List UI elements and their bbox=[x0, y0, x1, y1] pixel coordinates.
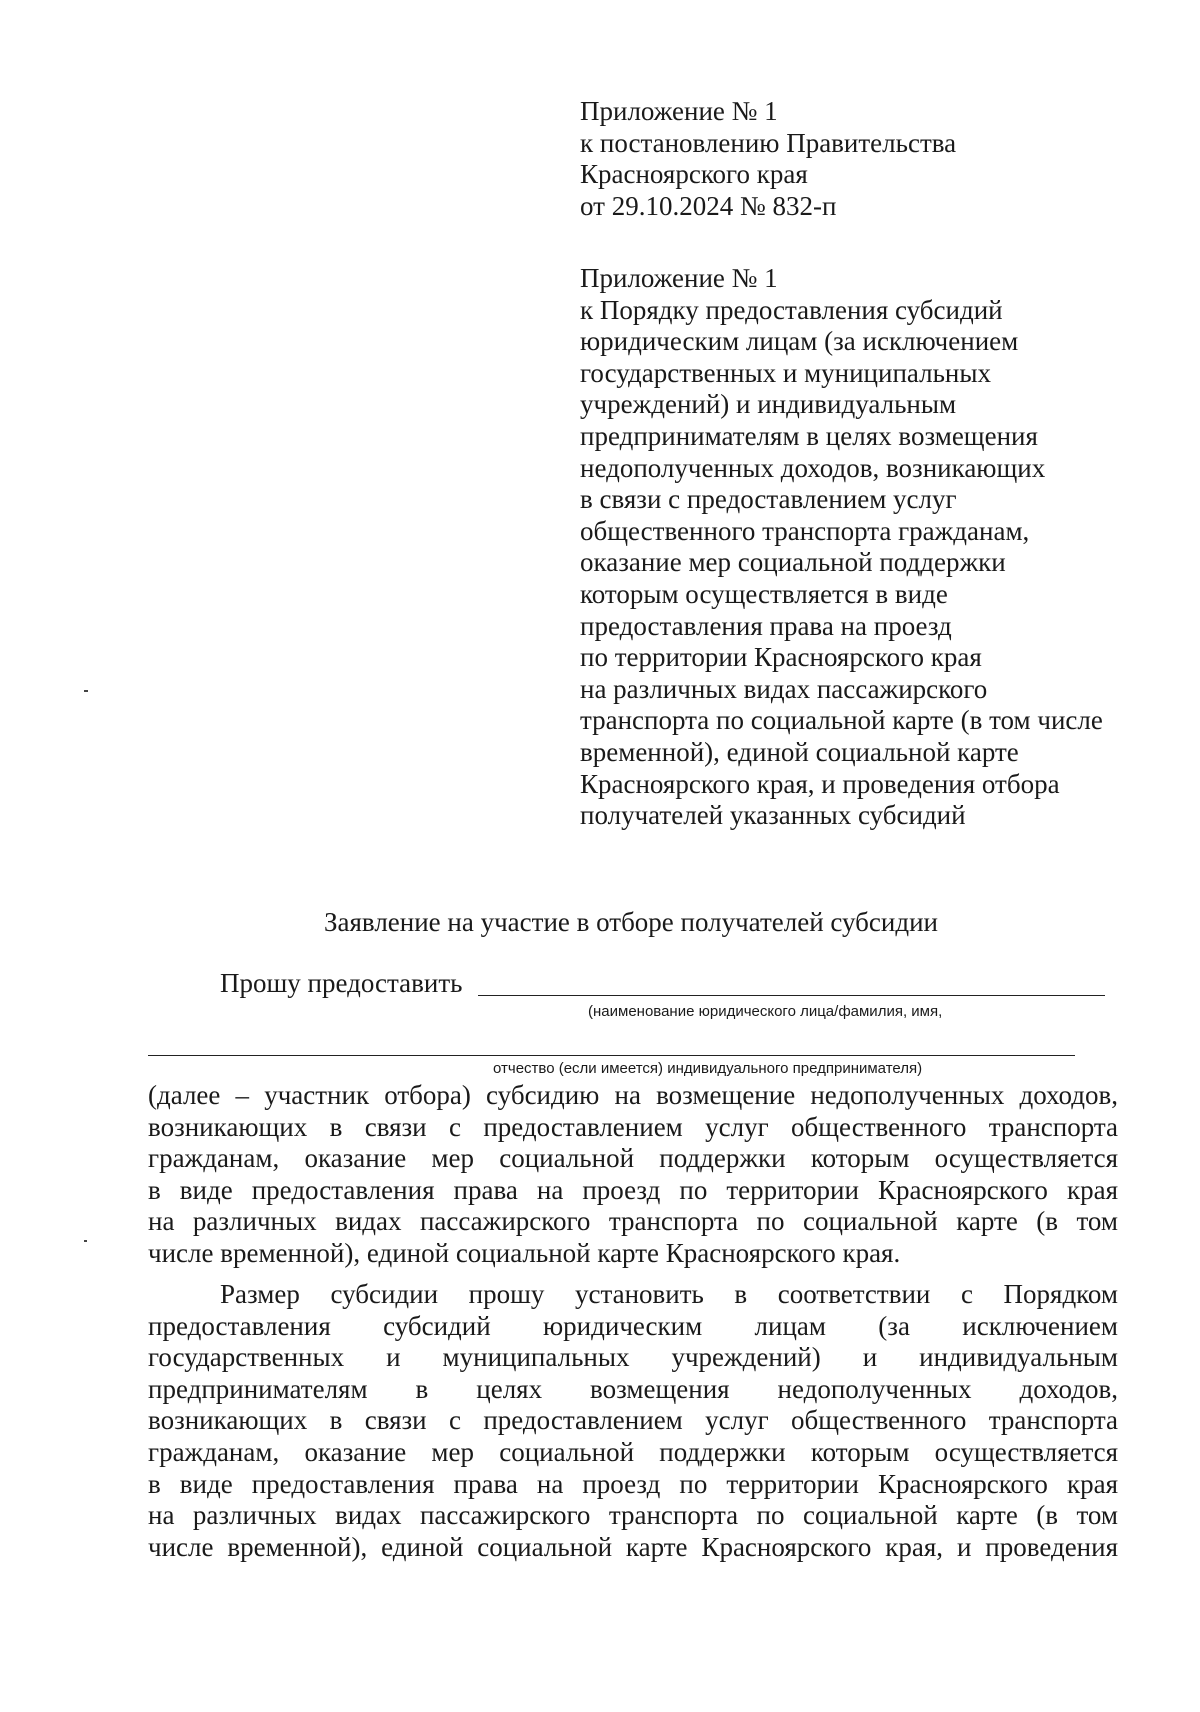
appendix-line: оказание мер социальной поддержки bbox=[580, 547, 1006, 578]
paragraph-line: числе временной), единой социальной карте Красноярского края, и проведения bbox=[148, 1531, 1118, 1562]
appendix-line: Приложение № 1 bbox=[580, 263, 778, 293]
paragraph-line: в виде предоставления права на проезд по территории Красноярского края bbox=[148, 1174, 1118, 1205]
appendix-line: к постановлению Правительства bbox=[580, 127, 957, 158]
appendix-line: которым осуществляется в виде bbox=[580, 578, 948, 609]
appendix-line: предпринимателям в целях возмещения bbox=[580, 420, 1038, 451]
paragraph-line: предоставления субсидий юридическим лицам (за исключением bbox=[148, 1310, 1118, 1341]
appendix-line: предоставления права на проезд bbox=[580, 610, 952, 641]
appendix-line: получателей указанных субсидий bbox=[580, 800, 966, 831]
paragraph-line: (далее – участник отбора) субсидию на возмещение недополученных доходов, bbox=[148, 1080, 1118, 1110]
paragraph-line: государственных и муниципальных учреждений) и индивидуальным bbox=[148, 1342, 1118, 1373]
paragraph-line: Размер субсидии прошу установить в соответствии с Порядком bbox=[220, 1279, 1118, 1309]
paragraph-line: предпринимателям в целях возмещения недополученных доходов, bbox=[148, 1373, 1118, 1404]
paragraph-line: гражданам, оказание мер социальной поддержки которым осуществляется bbox=[148, 1143, 1118, 1174]
document-title: Заявление на участие в отборе получателей субсидии bbox=[324, 907, 938, 937]
appendix-line: государственных и муниципальных bbox=[580, 357, 991, 388]
appendix-line: на различных видах пассажирского bbox=[580, 673, 988, 704]
appendix-line: к Порядку предоставления субсидий bbox=[580, 294, 1003, 325]
paragraph-subsidy-request bbox=[148, 1080, 1118, 1270]
paragraph-line: числе временной), единой социальной карте Красноярского края. bbox=[148, 1237, 901, 1268]
appendix-line: от 29.10.2024 № 832-п bbox=[580, 190, 837, 221]
paragraph-line: гражданам, оказание мер социальной поддержки которым осуществляется bbox=[148, 1436, 1118, 1467]
paragraph-line: на различных видах пассажирского транспорта по социальной карте (в том bbox=[148, 1500, 1118, 1531]
paragraph-line: возникающих в связи с предоставлением услуг общественного транспорта bbox=[148, 1111, 1118, 1142]
scan-speck bbox=[84, 690, 88, 692]
paragraph-line: на различных видах пассажирского транспорта по социальной карте (в том bbox=[148, 1206, 1118, 1237]
paragraph-line: в виде предоставления права на проезд по территории Красноярского края bbox=[148, 1468, 1118, 1499]
paragraph-line: возникающих в связи с предоставлением услуг общественного транспорта bbox=[148, 1405, 1118, 1436]
appendix-line: по территории Красноярского края bbox=[580, 642, 982, 673]
appendix-line: Красноярского края bbox=[580, 159, 808, 190]
appendix-line: юридическим лицам (за исключением bbox=[580, 326, 1019, 357]
appendix-line: временной), единой социальной карте bbox=[580, 736, 1019, 767]
applicant-name-blank-line bbox=[478, 995, 1105, 996]
request-label: Прошу предоставить bbox=[220, 968, 463, 998]
appendix-line: недополученных доходов, возникающих bbox=[580, 452, 1046, 483]
appendix-line: Красноярского края, и проведения отбора bbox=[580, 768, 1060, 799]
applicant-name-hint-continued: отчество (если имеется) индивидуального предпринимателя) bbox=[493, 1060, 923, 1077]
appendix-line: в связи с предоставлением услуг bbox=[580, 484, 957, 515]
appendix-order-header bbox=[580, 263, 1140, 832]
appendix-line: Приложение № 1 bbox=[580, 96, 778, 126]
appendix-line: учреждений) и индивидуальным bbox=[580, 389, 957, 420]
scan-speck bbox=[84, 1240, 87, 1242]
appendix-line: транспорта по социальной карте (в том числе bbox=[580, 705, 1103, 736]
applicant-name-hint: (наименование юридического лица/фамилия, имя, bbox=[588, 1003, 943, 1020]
paragraph-subsidy-amount bbox=[148, 1279, 1118, 1563]
applicant-name-blank-line-2 bbox=[148, 1055, 1075, 1056]
appendix-line: общественного транспорта гражданам, bbox=[580, 515, 1030, 546]
appendix-resolution-header bbox=[580, 96, 1140, 222]
